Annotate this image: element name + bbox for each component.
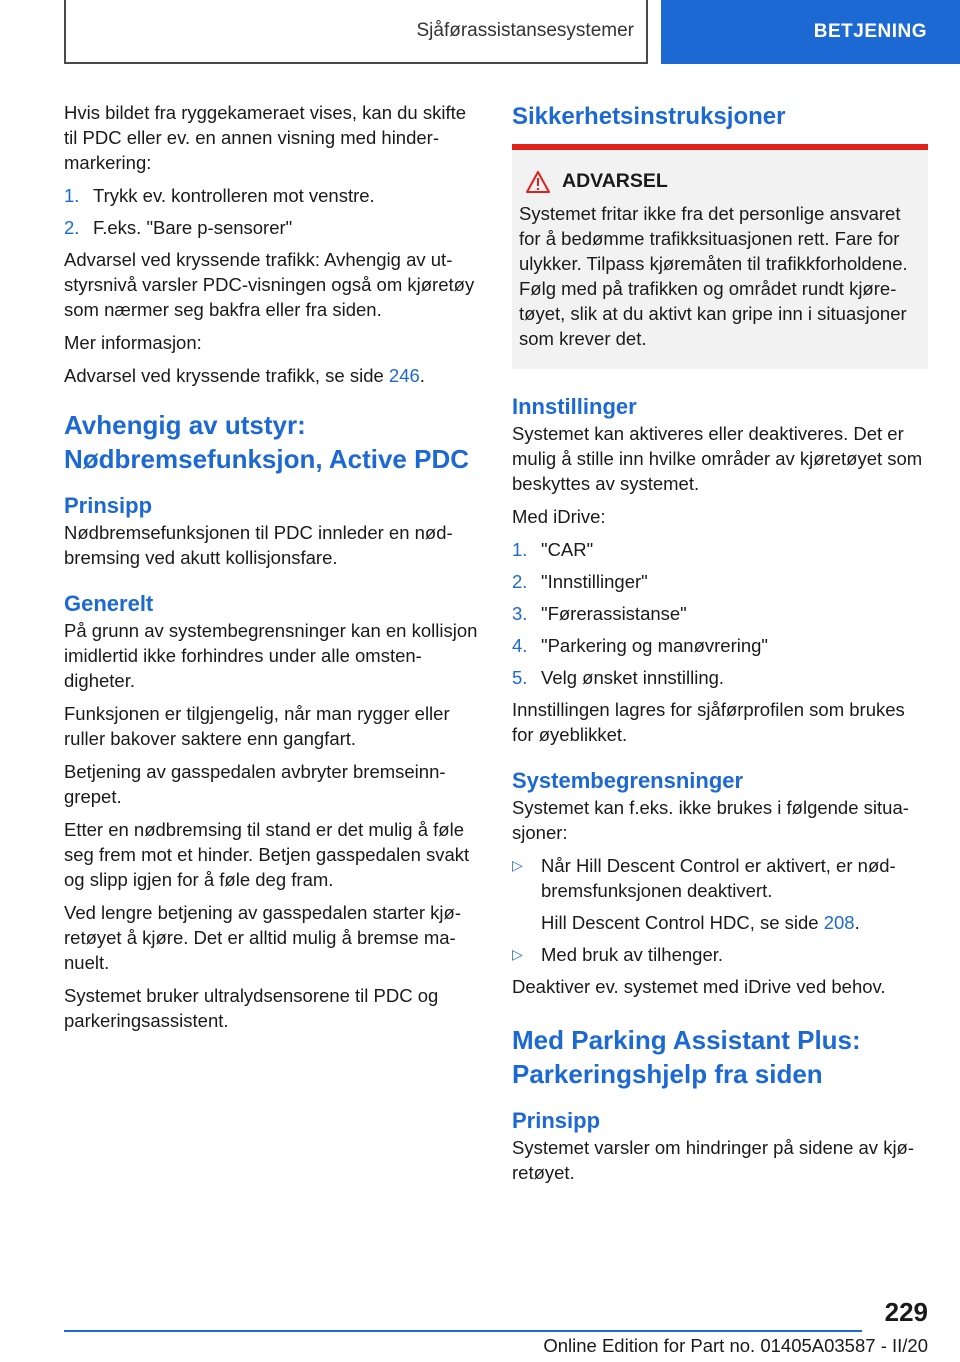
general-paragraph: Ved lengre betjening av gasspedalen starter kjøretøyet å kjøre. Det er alltid mulig å bremse manuelt.	[64, 902, 461, 973]
deactivate-paragraph: Deaktiver ev. systemet med iDrive ved behov.	[512, 976, 886, 997]
warning-box	[512, 144, 928, 369]
limit-reference	[541, 910, 928, 935]
list-item	[512, 633, 928, 658]
general-paragraph: Etter en nødbremsing til stand er det mulig å føle seg frem mot et hinder. Betjen gasspedalen svakt og slipp igjen for å føle deg fram.	[64, 819, 470, 890]
limits-heading: Systembegrensninger	[512, 768, 744, 793]
settings-steps-list	[512, 537, 928, 690]
left-column	[64, 100, 479, 1041]
limit-text: Med bruk av tilhenger.	[541, 944, 724, 965]
chapter-title: BETJENING	[813, 21, 927, 42]
list-item	[512, 853, 928, 935]
step-text: F.eks. "Bare p-sensorer"	[93, 217, 293, 238]
right-column	[512, 100, 928, 1193]
reference-end: .	[419, 365, 425, 386]
reference-end: .	[854, 912, 860, 933]
footer-divider	[64, 1330, 862, 1332]
general-heading: Generelt	[64, 591, 154, 616]
heading-line: Med Parking Assistant Plus:	[512, 1025, 861, 1055]
step-number: 1.	[512, 539, 528, 560]
page-link-208[interactable]: 208	[823, 912, 855, 933]
list-item	[512, 569, 928, 594]
more-info-label: Mer informasjon:	[64, 332, 202, 353]
list-item-body	[541, 853, 928, 935]
section-header	[64, 0, 648, 64]
list-item	[512, 665, 928, 690]
triangle-bullet-icon: ▷	[512, 946, 523, 962]
reference-text: Advarsel ved kryssende trafikk, se side	[64, 365, 389, 386]
list-item	[512, 601, 928, 626]
view-steps-list	[64, 183, 479, 240]
heading-line: Parkeringshjelp fra siden	[512, 1059, 823, 1089]
reference-text: Hill Descent Control HDC, se side	[541, 912, 824, 933]
settings-paragraph: Systemet kan aktiveres eller deaktiveres. Det er mulig å stille inn hvilke områder av kjøretøyet som beskyttes av systemet.	[512, 423, 923, 494]
warning-text: Systemet fritar ikke fra det personlige ansvaret for å bedømme trafikksituasjonen rett. Fare for ulykker. Tilpass kjøremåten til trafikkforholdene. Følg med på trafikken og området rundt kjøretøyet, slik at du aktivt kan gripe inn i situasjoner som krever det.	[519, 203, 908, 349]
step-text: "Førerassistanse"	[541, 603, 687, 624]
general-paragraph: Systemet bruker ultralydsensorene til PDC og parkeringsassistent.	[64, 985, 439, 1031]
warning-title	[519, 170, 920, 193]
list-item	[512, 942, 928, 967]
general-paragraph: Betjening av gasspedalen avbryter bremseinngrepet.	[64, 761, 446, 807]
list-item	[512, 537, 928, 562]
principle-paragraph: Nødbremsefunksjonen til PDC innleder en nødbremsing ved akutt kollisjonsfare.	[64, 522, 453, 568]
list-item	[64, 183, 479, 208]
page-link-246[interactable]: 246	[388, 365, 420, 386]
heading-line: Avhengig av utstyr:	[64, 410, 306, 440]
section-title: Sjåførassistansesystemer	[416, 20, 634, 41]
step-text: "Parkering og manøvrering"	[541, 635, 769, 656]
step-text: Velg ønsket innstilling.	[541, 667, 725, 688]
general-paragraph: Funksjonen er tilgjengelig, når man rygger eller ruller bakover saktere enn gangfart.	[64, 703, 450, 749]
cross-traffic-reference	[64, 363, 479, 388]
principle-heading: Prinsipp	[64, 493, 153, 518]
settings-heading: Innstillinger	[512, 394, 637, 419]
parking-assistant-heading	[512, 1023, 928, 1091]
intro-paragraph: Hvis bildet fra ryggekameraet vises, kan du skifte til PDC eller ev. en annen visning med hindermarkering:	[64, 102, 467, 173]
safety-heading: Sikkerhetsinstruksjoner	[512, 103, 786, 130]
heading-line: Nødbremsefunksjon, Active PDC	[64, 444, 470, 474]
step-number: 2.	[64, 217, 80, 238]
limit-text: Når Hill Descent Control er aktivert, er nødbremsfunksjonen deaktivert.	[541, 855, 896, 901]
triangle-bullet-icon: ▷	[512, 857, 523, 873]
limits-list	[512, 853, 928, 967]
idrive-label: Med iDrive:	[512, 506, 606, 527]
step-text: "Innstillinger"	[541, 571, 648, 592]
step-text: Trykk ev. kontrolleren mot venstre.	[93, 185, 375, 206]
chapter-tab	[661, 0, 960, 64]
step-number: 3.	[512, 603, 528, 624]
step-number: 4.	[512, 635, 528, 656]
list-item	[64, 215, 479, 240]
step-text: "CAR"	[541, 539, 594, 560]
step-number: 2.	[512, 571, 528, 592]
step-number: 1.	[64, 185, 80, 206]
general-paragraph: På grunn av systembegrensninger kan en kollisjon imidlertid ikke forhindres under alle omstendigheter.	[64, 620, 478, 691]
principle-heading: Prinsipp	[512, 1108, 601, 1133]
edition-text: Online Edition for Part no. 01405A03587 - II/20	[543, 1335, 928, 1356]
emergency-brake-heading	[64, 408, 479, 476]
warning-title-text: ADVARSEL	[562, 170, 668, 192]
cross-traffic-paragraph: Advarsel ved kryssende trafikk: Avhengig av utstyrsnivå varsler PDC-visningen også om kjøretøy som nærmer seg bakfra eller fra siden.	[64, 249, 475, 320]
settings-saved-paragraph: Innstillingen lagres for sjåførprofilen som brukes for øyeblikket.	[512, 699, 905, 745]
warning-triangle-icon	[526, 171, 550, 193]
principle-paragraph: Systemet varsler om hindringer på sidene av kjøretøyet.	[512, 1137, 915, 1183]
limits-paragraph: Systemet kan f.eks. ikke brukes i følgende situasjoner:	[512, 797, 909, 843]
step-number: 5.	[512, 667, 528, 688]
page-number: 229	[884, 1297, 928, 1327]
